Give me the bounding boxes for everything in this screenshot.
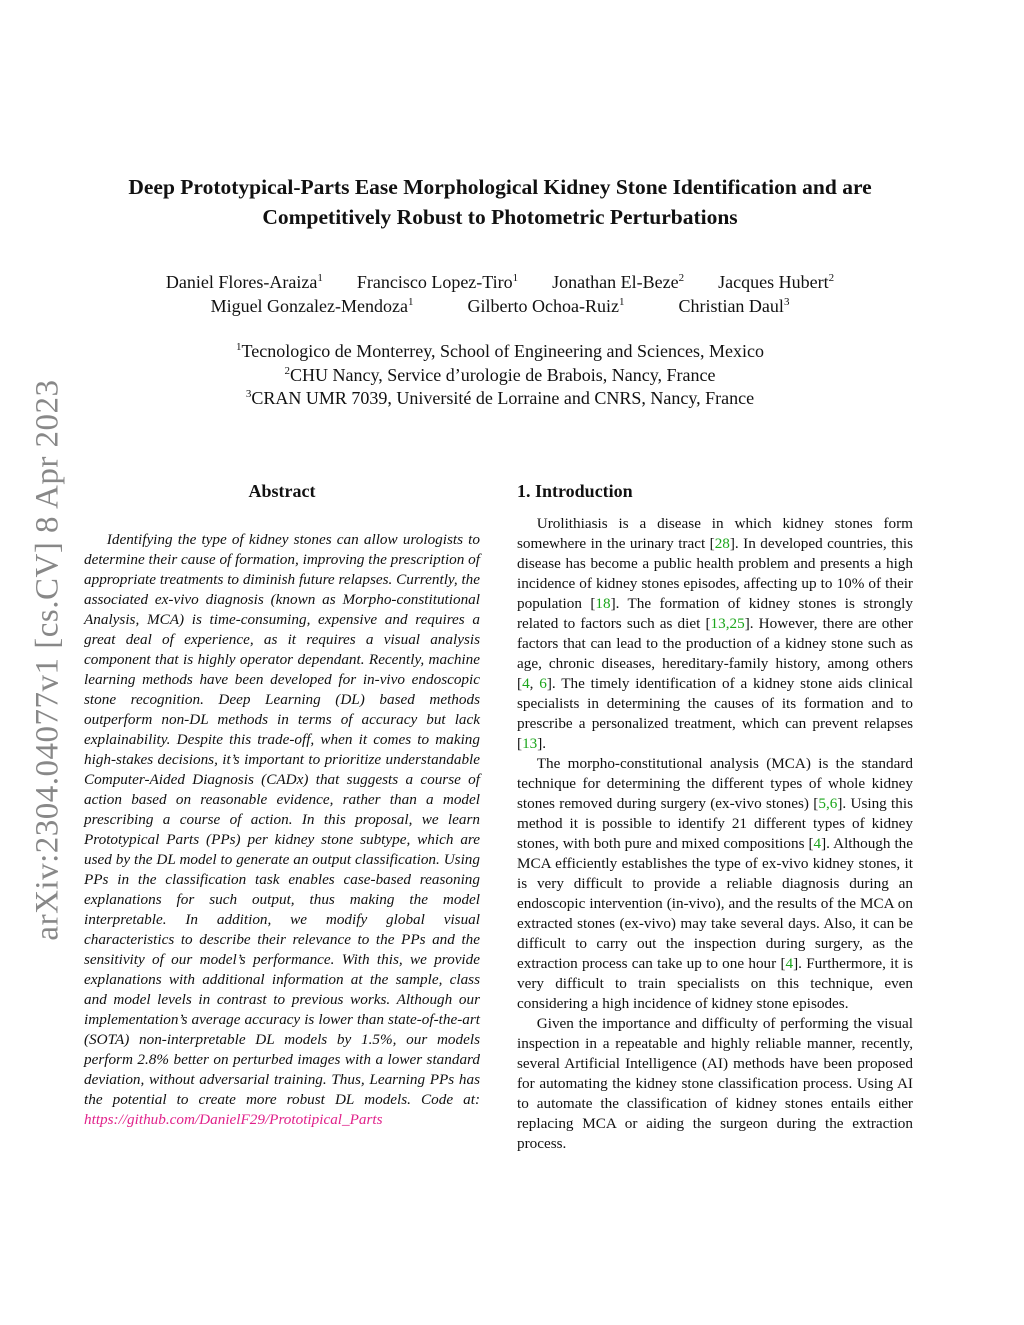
citation-link[interactable]: 5 (818, 795, 826, 812)
title-line-1: Deep Prototypical-Parts Ease Morphological Kidney Stone Identification and are (128, 175, 872, 199)
intro-paragraph-3: Given the importance and difficulty of performing the visual inspection in a repeatable and highly reliable manner, recently, several Artificial Intelligence (AI) methods have been proposed for automating the kidney stone classification process. Using AI to automate the classification of kidney stones entails either replacing MCA or aiding the surgeon during the extraction process. (517, 1015, 913, 1152)
author: Gilberto Ochoa-Ruiz$^1$ (467, 296, 625, 316)
title-line-2: Competitively Robust to Photometric Perturbations (262, 205, 738, 229)
affiliation: $^1$Tecnologico de Monterrey, School of Engineering and Sciences, Mexico (236, 341, 764, 361)
author-list (60, 270, 940, 318)
author: Francisco Lopez-Tiro$^1$ (356, 272, 519, 292)
citation-link[interactable]: 6 (539, 675, 547, 692)
affiliation: $^3$CRAN UMR 7039, Université de Lorraine and CNRS, Nancy, France (245, 388, 755, 408)
code-link[interactable]: https://github.com/DanielF29/Prototipical_Parts (84, 1111, 383, 1128)
affiliation-list (60, 340, 940, 411)
author: Christian Daul$^3$ (678, 296, 790, 316)
citation-link[interactable]: 6 (829, 795, 838, 812)
citation-link[interactable]: 18 (595, 595, 611, 612)
citation-link[interactable]: 4 (785, 955, 794, 972)
intro-paragraph-1: Urolithiasis is a disease in which kidney stones form somewhere in the urinary tract [28]. In developed countries, this disease has become a public health problem and presents a high incidence of kidney stones episodes, affecting up to 10% of their population [18]. The formation of kidney stones is strongly related to factors such as diet [13,25]. However, there are other factors that can lead to the production of a kidney stone such as age, chronic diseases, hereditary-family history, among others [4, 6]. The timely identification of a kidney stone aids clinical specialists in determining the causes of its formation and to prescribe a personalized treatment, which can prevent relapses [13]. (517, 515, 914, 752)
citation-link[interactable]: 13 (710, 615, 726, 632)
author: Miguel Gonzalez-Mendoza$^1$ (210, 296, 414, 316)
arxiv-sidebar-stamp (18, 360, 78, 960)
citation-link[interactable]: 13 (522, 735, 538, 752)
abstract-text (84, 530, 480, 1130)
citation-link[interactable]: 4 (522, 675, 530, 692)
citation-link[interactable]: 4 (813, 835, 822, 852)
citation-link[interactable]: 28 (714, 535, 730, 552)
author: Jacques Hubert$^2$ (718, 272, 835, 292)
paper-title (60, 172, 940, 232)
arxiv-id: arXiv:2304.04077v1 [cs.CV] 8 Apr 2023 (29, 379, 66, 941)
intro-paragraph-2: The morpho-constitutional analysis (MCA) is the standard technique for determining the different types of whole kidney stones removed during surgery (ex-vivo stones) [5,6]. Using this method it is possible to identify 21 different types of kidney stones, with both pure and mixed compositions [4]. Although the MCA efficiently establishes the type of ex-vivo kidney stones, it is very difficult to provide a reliable diagnosis during an endoscopic intervention (in-vivo), and the results of the MCA on extracted stones (ex-vivo) may take several days. Also, it can be difficult to carry out the inspection during surgery, as the extraction process can take up to one hour [4]. Furthermore, it is very difficult to train specialists on this technique, even considering a high incidence of kidney stone episodes. (517, 755, 914, 1012)
affiliation: $^2$CHU Nancy, Service d’urologie de Brabois, Nancy, France (284, 364, 716, 385)
introduction-heading: 1. Introduction (517, 481, 633, 501)
author: Daniel Flores-Araiza$^1$ (165, 272, 323, 292)
abstract-paragraph: Identifying the type of kidney stones can allow urologists to determine their cause of formation, improving the prescription of appropriate treatments to diminish future relapses. Currently, the associated ex-vivo diagnosis (known as Morpho-constitutional Analysis, MCA) is time-consuming, expensive and requires a great deal of experience, as it requires a visual analysis component that is highly operator dependant. Recently, machine learning methods have been developed for in-vivo endoscopic stone recognition. Deep Learning (DL) based methods outperform non-DL methods in terms of accuracy but lack explainability. Despite this trade-off, when it comes to making high-stakes decisions, it’s important to prioritize understandable Computer-Aided Diagnosis (CADx) that suggests a course of action based on reasonable evidence, rather than a model prescribing a course of action. In this proposal, we learn Prototypical Parts (PPs) per kidney stone subtype, which are used by the DL model to generate an output classification. Using PPs in the classification task enables case-based reasoning explanations for such output, thus making the model interpretable. In addition, we modify global visual characteristics to describe their relevance to the PPs and the sensitivity of our model’s performance. With this, we provide explanations with additional information at the sample, class and model levels in contrast to previous works. Although our implementation’s average accuracy is lower than state-of-the-art (SOTA) non-interpretable DL models by 1.5%, our models perform 2.8% better on perturbed images with a lower standard deviation, without adversarial training. Thus, Learning PPs has the potential to create more robust DL models. Code at: (84, 531, 480, 1108)
introduction-body (517, 514, 913, 1154)
citation-link[interactable]: 25 (729, 615, 745, 632)
abstract-heading: Abstract (248, 481, 316, 501)
author: Jonathan El-Beze$^2$ (552, 272, 685, 292)
